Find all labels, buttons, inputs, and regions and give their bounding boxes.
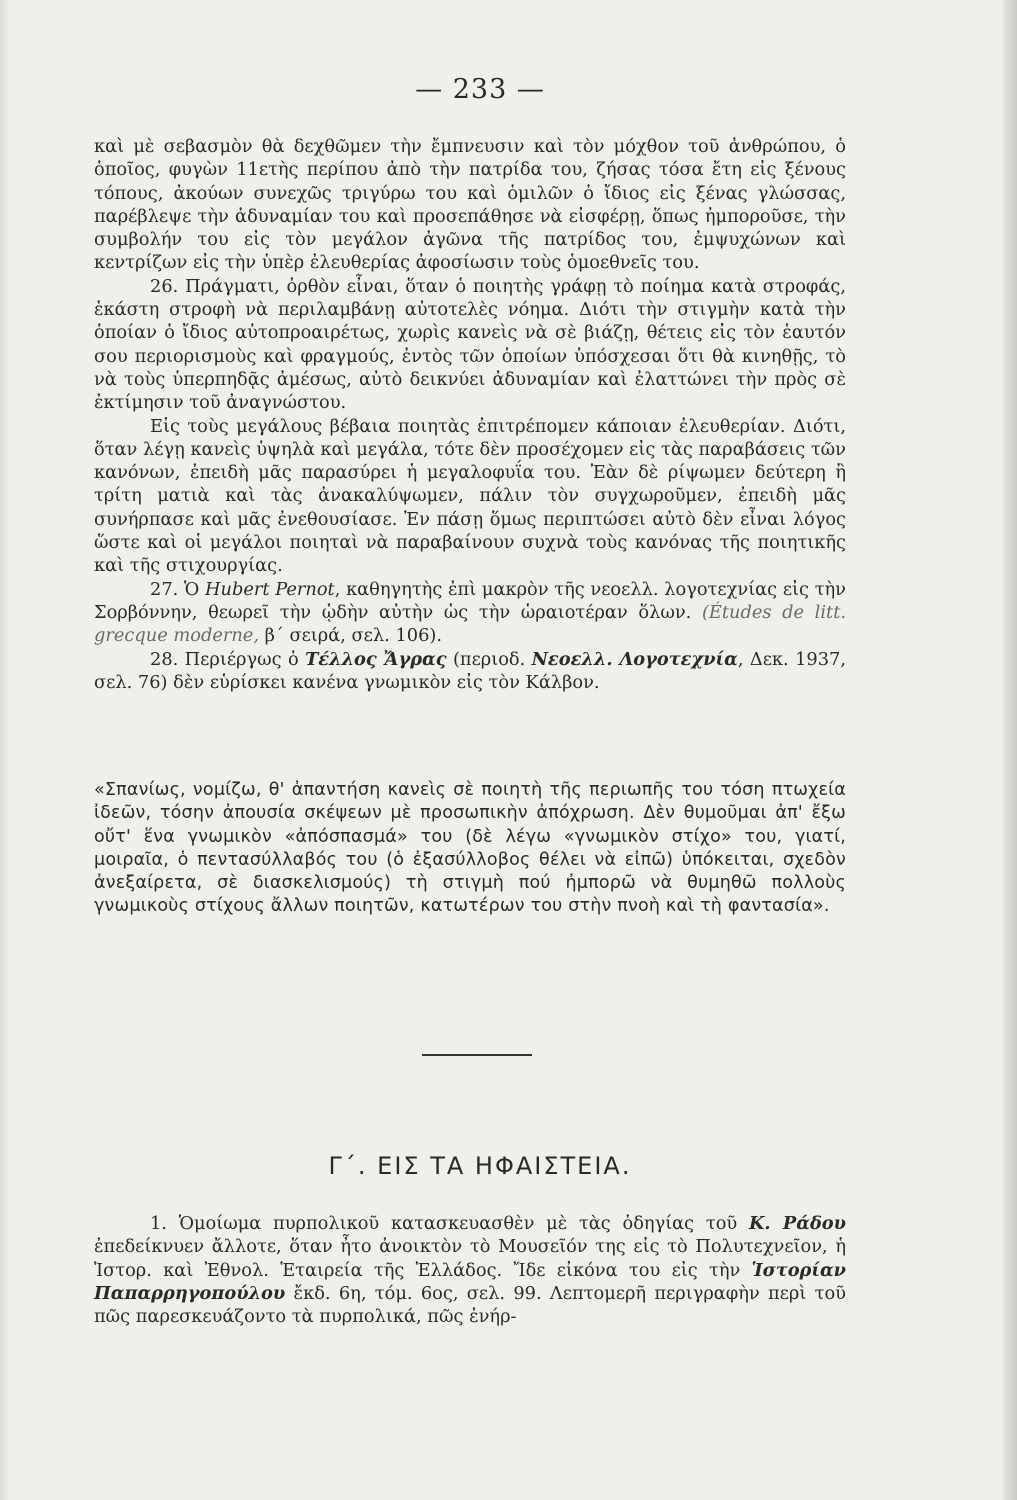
main-text-block [94,135,846,694]
note-28 [94,648,846,695]
note-26: 26. Πράγματι, ὀρθὸν εἶναι, ὅταν ὁ ποιητὴς γράφῃ τὸ ποίημα κατὰ στροφάς, ἑκάστη στροφὴ νὰ περιλαμβάνῃ αὐτοτελὲς νόημα. Διότι τὴν στιγμὴν κατὰ τὴν ὁποίαν ὁ ἴδιος αὐτοπροαιρέτως, χωρὶς κανεὶς νὰ σὲ βιάζῃ, θέτεις εἰς τὸν ἑαυτόν σου περιορισμοὺς καὶ φραγμούς, ἐντὸς τῶν ὁποίων ὑπόσχεσαι ὅτι θὰ κινηθῇς, τὸ νὰ τοὺς ὑπερπηδᾷς ἀμέσως, αὐτὸ δεικνύει ἀδυναμίαν καὶ ἐλαττώνει τὴν πρὸς σὲ ἐκτίμησιν τοῦ ἀναγνώστου. [94,275,846,414]
page-number: — 233 — [415,74,545,105]
section-heading: Γ΄. ΕΙΣ ΤΑ ΗΦΑΙΣΤΕΙΑ. [328,1152,632,1180]
page-edge-left [0,0,8,1500]
note-28-suffix: , Δεκ. 1937, σελ. 76) δὲν εὑρίσκει κανένα γνωμικὸν εἰς τὸν Κάλβον. [94,648,846,693]
note-27-body: , καθηγητὴς ἐπὶ μακρὸν τῆς νεοελλ. λογοτεχνίας εἰς τὴν Σορβόννην, θεωρεῖ τὴν ᾠδὴν αὐτὴν ὡς τὴν ὡραιοτέραν ὅλων. [94,578,846,623]
section-note-1-prefix: 1. Ὁμοίωμα πυρπολικοῦ κατασκευασθὲν μὲ τὰς ὁδηγίας τοῦ [150,1213,749,1234]
section-note-1 [94,1212,846,1328]
note-26-continued: Εἰς τοὺς μεγάλους βέβαια ποιητὰς ἐπιτρέπομεν κάποιαν ἐλευθερίαν. Διότι, ὅταν λέγῃ κανεὶς ὑψηλὰ καὶ μεγάλα, τότε δὲν προσέχομεν εἰς τὰς παραβάσεις τῶν κανόνων, ἐπειδὴ μᾶς παρασύρει ἡ μεγαλοφυΐα του. Ἐὰν δὲ ρίψωμεν δεύτερη ἢ τρίτη ματιὰ καὶ τὰς ἀνακαλύψωμεν, πάλιν τὸν συγχωροῦμεν, ἐπειδὴ μᾶς συνήρπασε καὶ μᾶς ἐνεθουσίασε. Ἐν πάσῃ ὅμως περιπτώσει αὐτὸ δὲν εἶναι λόγος ὥστε καὶ οἱ μεγάλοι ποιηταὶ νὰ παραβαίνουν συχνὰ τοὺς κανόνας τῆς ποιητικῆς καὶ τῆς στιχουργίας. [94,415,846,577]
section-divider [422,1054,532,1056]
journal-title: Νεοελλ. Λογοτεχνία [531,648,738,670]
reference-title: (Études de litt. grecque moderne, [94,601,846,647]
section-text-block [94,1212,846,1328]
quotation-text: «Σπανίως, νομίζω, θ' ἀπαντήση κανεὶς σὲ ποιητὴ τῆς περιωπῆς του τόση πτωχεία ἰδεῶν, τόσην ἀπουσία σκέψεων μὲ προσωπικὴν ἀπόχρωση. Δὲν θυμοῦμαι ἀπ' ἔξω οὔτ' ἕνα γνωμικὸν «ἀπόσπασμά» του (δὲ λέγω «γνωμικὸν στίχο» του, γιατί, μοιραῖα, ὁ πεντασύλλαβός του (ὁ ἐξασύλλοβος θέλει νὰ εἰπῶ) ὑπόκειται, σχεδὸν ἀνεξαίρετα, σὲ διασκελισμούς) τὴ στιγμὴ πού ἠμπορῶ νὰ θυμηθῶ πολλοὺς γνωμικοὺς στίχους ἄλλων ποιητῶν, κατωτέρων του στὴν πνοὴ καὶ τὴ φαντασία». [94,780,846,917]
quotation-block [94,779,846,919]
section-note-1-body: ἐπεδείκνυεν ἄλλοτε, ὅταν ἦτο ἀνοικτὸν τὸ Μουσεῖόν της εἰς τὸ Πολυτεχνεῖον, ἡ Ἱστορ. καὶ Ἐθνολ. Ἑταιρεία τῆς Ἑλλάδος. Ἴδε εἰκόνα του εἰς τὴν [94,1236,846,1281]
note-27-suffix: β΄ σειρά, σελ. 106). [258,625,442,647]
book-title: Ἱστορίαν Παπαρρηγοπούλου [94,1259,846,1304]
note-28-prefix: 28. Περιέργως ὁ [150,648,306,670]
note-27-prefix: 27. Ὁ [150,578,205,600]
author-name-pernot: Hubert Pernot [204,578,335,600]
paragraph-continuation: καὶ μὲ σεβασμὸν θὰ δεχθῶμεν τὴν ἔμπνευσιν καὶ τὸν μόχθον τοῦ ἀνθρώπου, ὁ ὁποῖος, φυγὼν 11ετὴς περίπου ἀπὸ τὴν πατρίδα του, ζήσας τόσα ἔτη εἰς ξένους τόπους, ἀκούων συνεχῶς τριγύρω του καὶ ὁμιλῶν ὁ ἴδιος εἰς ξένας γλώσσας, παρέβλεψε τὴν ἀδυναμίαν του καὶ προσεπάθησε νὰ εἰσφέρῃ, ὅπως ἠμποροῦσε, τὴν συμβολήν του εἰς τὸν μεγάλον ἀγῶνα τῆς πατρίδος του, ἐμψυχώνων καὶ κεντρίζων εἰς τὴν ὑπὲρ ἐλευθερίας ἀφοσίωσιν τοὺς ὁμοεθνεῖς του. [94,136,846,274]
note-27 [94,578,846,648]
author-name-agras: Τέλλος Ἄγρας [305,648,447,670]
page-edge-right [1003,0,1017,1500]
section-note-1-suffix: ἔκδ. 6η, τόμ. 6ος, σελ. 99. Λεπτομερῆ περιγραφὴν περὶ τοῦ πῶς παρεσκευάζοντο τὰ πυρπολικά, πῶς ἐνήρ- [94,1282,846,1328]
person-name-rados: Κ. Ράδου [748,1213,846,1234]
note-28-mid: (περιοδ. [446,648,532,670]
